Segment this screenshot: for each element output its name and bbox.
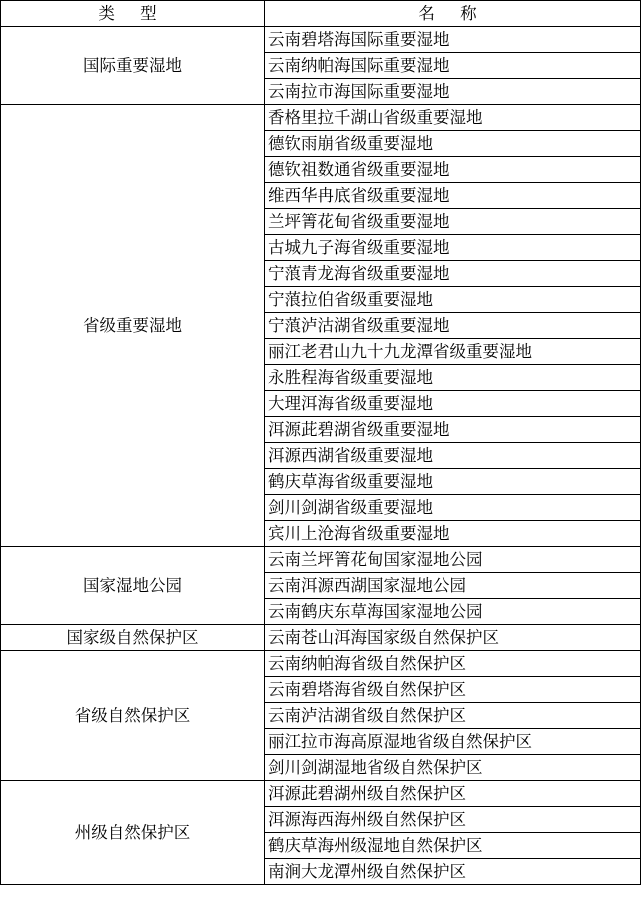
table-row bbox=[1, 105, 641, 131]
type-cell: 国家级自然保护区 bbox=[1, 625, 265, 651]
name-cell: 丽江老君山九十九龙潭省级重要湿地 bbox=[265, 339, 641, 365]
name-cell: 德钦祖数通省级重要湿地 bbox=[265, 157, 641, 183]
name-cell: 云南兰坪箐花甸国家湿地公园 bbox=[265, 547, 641, 573]
name-cell: 洱源西湖省级重要湿地 bbox=[265, 443, 641, 469]
name-cell: 云南泸沽湖省级自然保护区 bbox=[265, 703, 641, 729]
table-row bbox=[1, 625, 641, 651]
name-cell: 鹤庆草海州级湿地自然保护区 bbox=[265, 833, 641, 859]
table-row bbox=[1, 27, 641, 53]
type-cell: 省级重要湿地 bbox=[1, 105, 265, 547]
name-cell: 大理洱海省级重要湿地 bbox=[265, 391, 641, 417]
header-name: 名 称 bbox=[265, 1, 641, 27]
name-cell: 宾川上沧海省级重要湿地 bbox=[265, 521, 641, 547]
name-cell: 洱源茈碧湖省级重要湿地 bbox=[265, 417, 641, 443]
name-cell: 宁蒗泸沽湖省级重要湿地 bbox=[265, 313, 641, 339]
table-row bbox=[1, 547, 641, 573]
name-cell: 宁蒗青龙海省级重要湿地 bbox=[265, 261, 641, 287]
name-cell: 南涧大龙潭州级自然保护区 bbox=[265, 859, 641, 885]
name-cell: 永胜程海省级重要湿地 bbox=[265, 365, 641, 391]
name-cell: 云南纳帕海省级自然保护区 bbox=[265, 651, 641, 677]
name-cell: 云南纳帕海国际重要湿地 bbox=[265, 53, 641, 79]
name-cell: 德钦雨崩省级重要湿地 bbox=[265, 131, 641, 157]
name-cell: 鹤庆草海省级重要湿地 bbox=[265, 469, 641, 495]
name-cell: 洱源海西海州级自然保护区 bbox=[265, 807, 641, 833]
header-type: 类 型 bbox=[1, 1, 265, 27]
name-cell: 剑川剑湖湿地省级自然保护区 bbox=[265, 755, 641, 781]
name-cell: 香格里拉千湖山省级重要湿地 bbox=[265, 105, 641, 131]
type-cell: 州级自然保护区 bbox=[1, 781, 265, 885]
name-cell: 云南苍山洱海国家级自然保护区 bbox=[265, 625, 641, 651]
name-cell: 宁蒗拉伯省级重要湿地 bbox=[265, 287, 641, 313]
table-row bbox=[1, 781, 641, 807]
name-cell: 洱源茈碧湖州级自然保护区 bbox=[265, 781, 641, 807]
name-cell: 维西华冉底省级重要湿地 bbox=[265, 183, 641, 209]
name-cell: 云南碧塔海省级自然保护区 bbox=[265, 677, 641, 703]
type-cell: 国家湿地公园 bbox=[1, 547, 265, 625]
type-cell: 国际重要湿地 bbox=[1, 27, 265, 105]
name-cell: 云南鹤庆东草海国家湿地公园 bbox=[265, 599, 641, 625]
name-cell: 云南拉市海国际重要湿地 bbox=[265, 79, 641, 105]
table-row bbox=[1, 651, 641, 677]
type-cell: 省级自然保护区 bbox=[1, 651, 265, 781]
name-cell: 丽江拉市海高原湿地省级自然保护区 bbox=[265, 729, 641, 755]
header-row bbox=[1, 1, 641, 27]
name-cell: 剑川剑湖省级重要湿地 bbox=[265, 495, 641, 521]
name-cell: 兰坪箐花甸省级重要湿地 bbox=[265, 209, 641, 235]
name-cell: 云南洱源西湖国家湿地公园 bbox=[265, 573, 641, 599]
name-cell: 云南碧塔海国际重要湿地 bbox=[265, 27, 641, 53]
name-cell: 古城九子海省级重要湿地 bbox=[265, 235, 641, 261]
